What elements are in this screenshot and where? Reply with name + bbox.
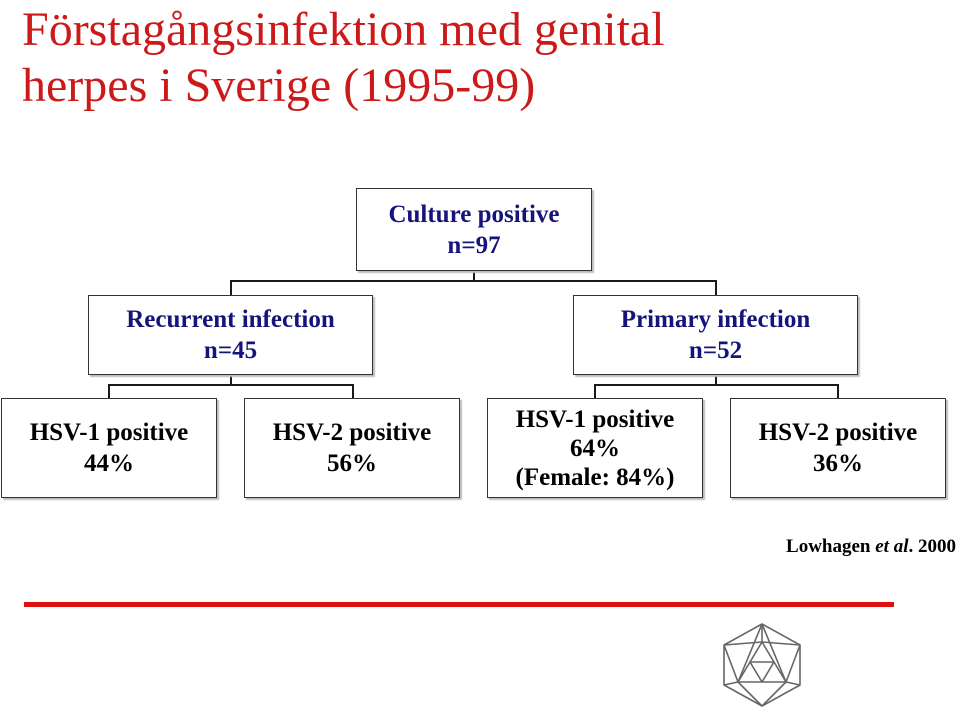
citation xyxy=(786,536,956,558)
primary-hsv2-box xyxy=(730,398,946,498)
primary-hsv1-box xyxy=(487,398,703,498)
slide-title-line-2: herpes i Sverige (1995-99) xyxy=(22,59,536,112)
primary-hsv1-label: HSV-1 positive xyxy=(515,405,675,433)
recurrent-hsv1-label: HSV-1 positive xyxy=(29,419,189,446)
citation-etal: et al xyxy=(875,536,909,557)
slide-title-line-1: Förstagångsinfektion med genital xyxy=(22,3,665,56)
connector-primary-hsv2-down xyxy=(837,384,839,399)
connector-recurrent-up xyxy=(230,374,232,386)
primary-hsv2-percent: 36% xyxy=(813,450,863,477)
connector-recurrent-up xyxy=(230,280,232,296)
connector-primary-up xyxy=(715,374,717,386)
recurrent-infection-label: Recurrent infection xyxy=(126,306,335,333)
recurrent-hsv2-box xyxy=(244,398,460,498)
connector-recurrent-hsv1-down xyxy=(108,384,110,399)
recurrent-hsv1-percent: 44% xyxy=(84,450,134,477)
icosahedron-virus-icon xyxy=(720,622,804,708)
primary-infection-label: Primary infection xyxy=(620,306,811,333)
culture-positive-count: n=97 xyxy=(447,231,501,259)
connector-recurrent-hsv2-down xyxy=(352,384,354,399)
culture-positive-box xyxy=(356,188,592,271)
primary-hsv2-label: HSV-2 positive xyxy=(758,419,918,446)
connector-level1-bar xyxy=(230,280,717,282)
citation-year: . 2000 xyxy=(908,536,956,557)
recurrent-hsv2-percent: 56% xyxy=(327,450,377,477)
primary-hsv1-note: (Female: 84%) xyxy=(515,463,675,491)
citation-author: Lowhagen xyxy=(786,536,876,557)
connector-primary-hsv1-down xyxy=(594,384,596,399)
recurrent-hsv1-box xyxy=(1,398,217,498)
slide-title xyxy=(22,2,942,114)
primary-infection-box xyxy=(573,295,858,375)
recurrent-hsv2-label: HSV-2 positive xyxy=(272,419,432,446)
primary-infection-count: n=52 xyxy=(688,337,743,364)
recurrent-infection-count: n=45 xyxy=(203,337,258,364)
red-divider-rule xyxy=(24,602,894,607)
primary-hsv1-percent: 64% xyxy=(570,434,620,462)
connector-primary-up xyxy=(715,280,717,296)
recurrent-infection-box xyxy=(88,295,373,375)
culture-positive-label: Culture positive xyxy=(388,200,560,228)
